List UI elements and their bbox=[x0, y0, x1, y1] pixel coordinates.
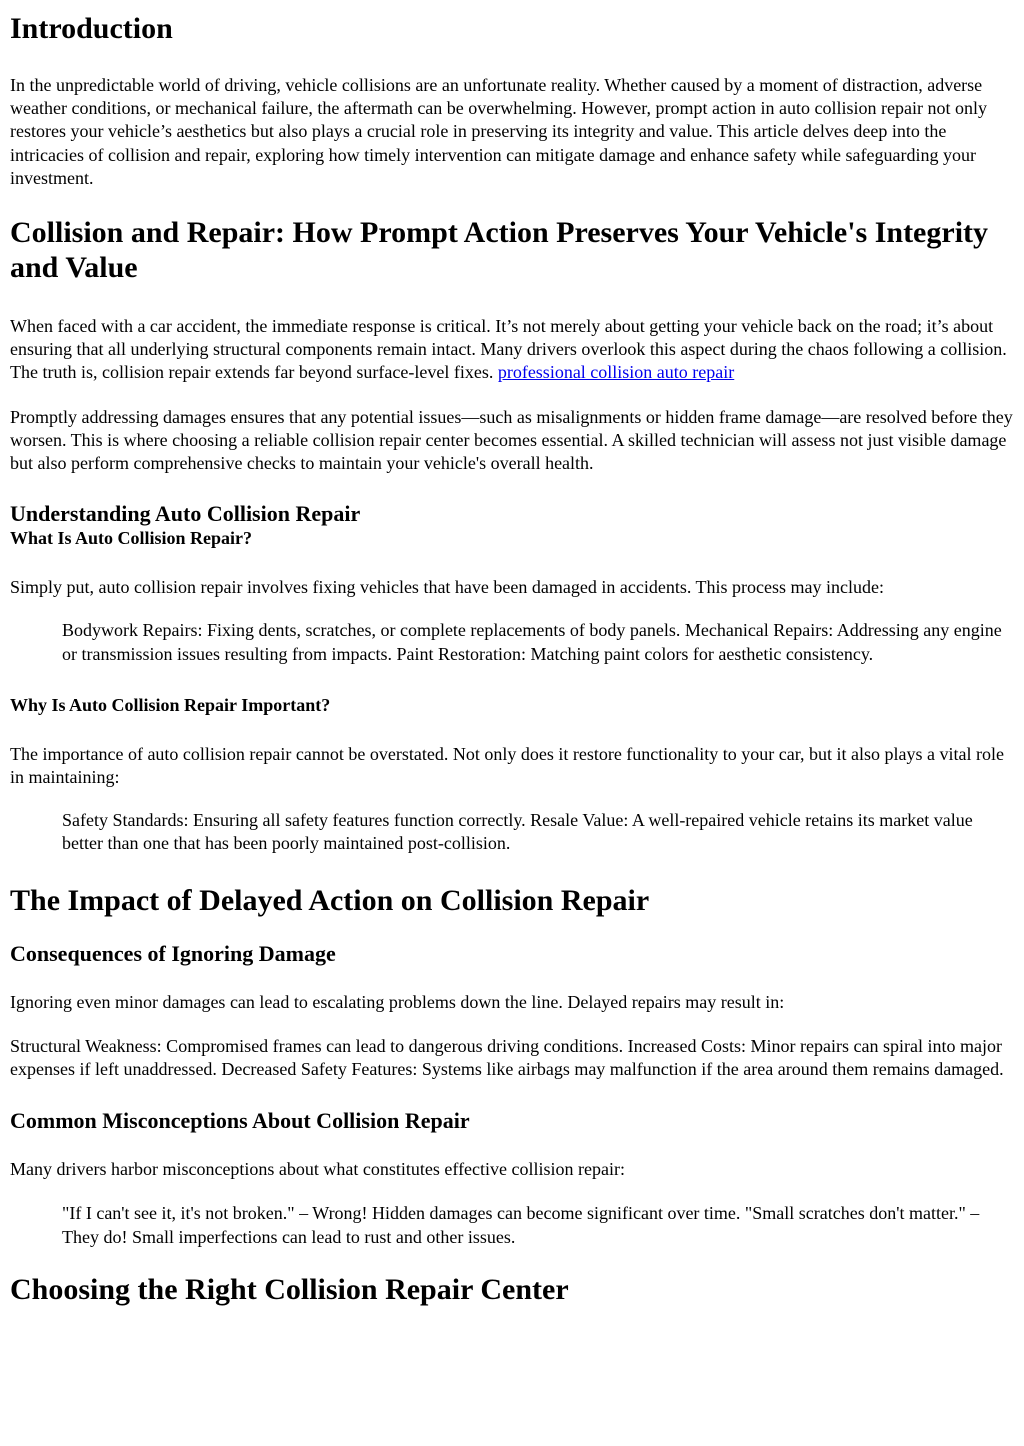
intro-paragraph: In the unpredictable world of driving, vehicle collisions are an unfortunate reality. Whether caused by a moment of distraction, adverse weather conditions, or mechanical failure, the aftermath can be overwhelming. However, prompt action in auto collision repair not only restores your vehicle’s aesthetics but also plays a crucial role in preserving its integrity and value. This article delves deep into the intricacies of collision and repair, exploring how timely intervention can mitigate damage and enhance safety while safeguarding your investment. bbox=[10, 75, 987, 188]
consequences-paragraph-1: Ignoring even minor damages can lead to escalating problems down the line. Delayed repairs may result in: bbox=[10, 991, 785, 1012]
main-paragraph-1-text: When faced with a car accident, the immediate response is critical. It’s not merely about getting your vehicle back on the road; it’s about ensuring that all underlying structural components remain intact. Many drivers overlook this aspect during the chaos following a collision. The truth is, collision repair extends far beyond surface-level fixes. bbox=[10, 316, 1007, 383]
misconceptions-quote: "If I can't see it, it's not broken." – Wrong! Hidden damages can become significant over time. "Small scratches don't matter." – They do! Small imperfections can lead to rust and other issues. bbox=[62, 1203, 980, 1247]
what-paragraph: Simply put, auto collision repair involves fixing vehicles that have been damaged in accidents. This process may include: bbox=[10, 577, 884, 598]
misconceptions-heading: Common Misconceptions About Collision Repair bbox=[10, 1108, 470, 1134]
why-heading: Why Is Auto Collision Repair Important? bbox=[10, 694, 331, 715]
professional-collision-repair-link[interactable]: professional collision auto repair bbox=[497, 362, 735, 383]
choosing-heading: Choosing the Right Collision Repair Center bbox=[10, 1272, 569, 1306]
main-paragraph-2: Promptly addressing damages ensures that any potential issues—such as misalignments or hidden frame damage—are resolved before they worsen. This is where choosing a reliable collision repair center becomes essential. A skilled technician will assess not just visible damage but also perform comprehensive checks to maintain your vehicle's overall health. bbox=[10, 406, 1013, 474]
main-heading: Collision and Repair: How Prompt Action Preserves Your Vehicle's Integrity and Value bbox=[10, 216, 989, 285]
why-paragraph: The importance of auto collision repair cannot be overstated. Not only does it restore functionality to your car, but it also plays a vital role in maintaining: bbox=[10, 743, 1004, 788]
consequences-heading: Consequences of Ignoring Damage bbox=[10, 940, 336, 966]
intro-heading: Introduction bbox=[10, 12, 173, 45]
consequences-paragraph-2: Structural Weakness: Compromised frames can lead to dangerous driving conditions. Increased Costs: Minor repairs can spiral into major expenses if left unaddressed. Decreased Safety Features: Systems like airbags may malfunction if the area around them remains damaged. bbox=[10, 1035, 1004, 1080]
misconceptions-paragraph: Many drivers harbor misconceptions about what constitutes effective collision repair: bbox=[10, 1159, 625, 1180]
main-paragraph-1 bbox=[10, 315, 1014, 385]
why-quote: Safety Standards: Ensuring all safety features function correctly. Resale Value: A well-repaired vehicle retains its market value better than one that has been poorly maintained post-collision. bbox=[62, 810, 973, 854]
impact-heading: The Impact of Delayed Action on Collision Repair bbox=[10, 883, 650, 917]
what-heading: What Is Auto Collision Repair? bbox=[10, 528, 253, 549]
what-quote: Bodywork Repairs: Fixing dents, scratches, or complete replacements of body panels. Mechanical Repairs: Addressing any engine or transmission issues resulting from impacts. Paint Restoration: Matching paint colors for aesthetic consistency. bbox=[62, 620, 1002, 664]
understanding-heading: Understanding Auto Collision Repair bbox=[10, 501, 361, 527]
